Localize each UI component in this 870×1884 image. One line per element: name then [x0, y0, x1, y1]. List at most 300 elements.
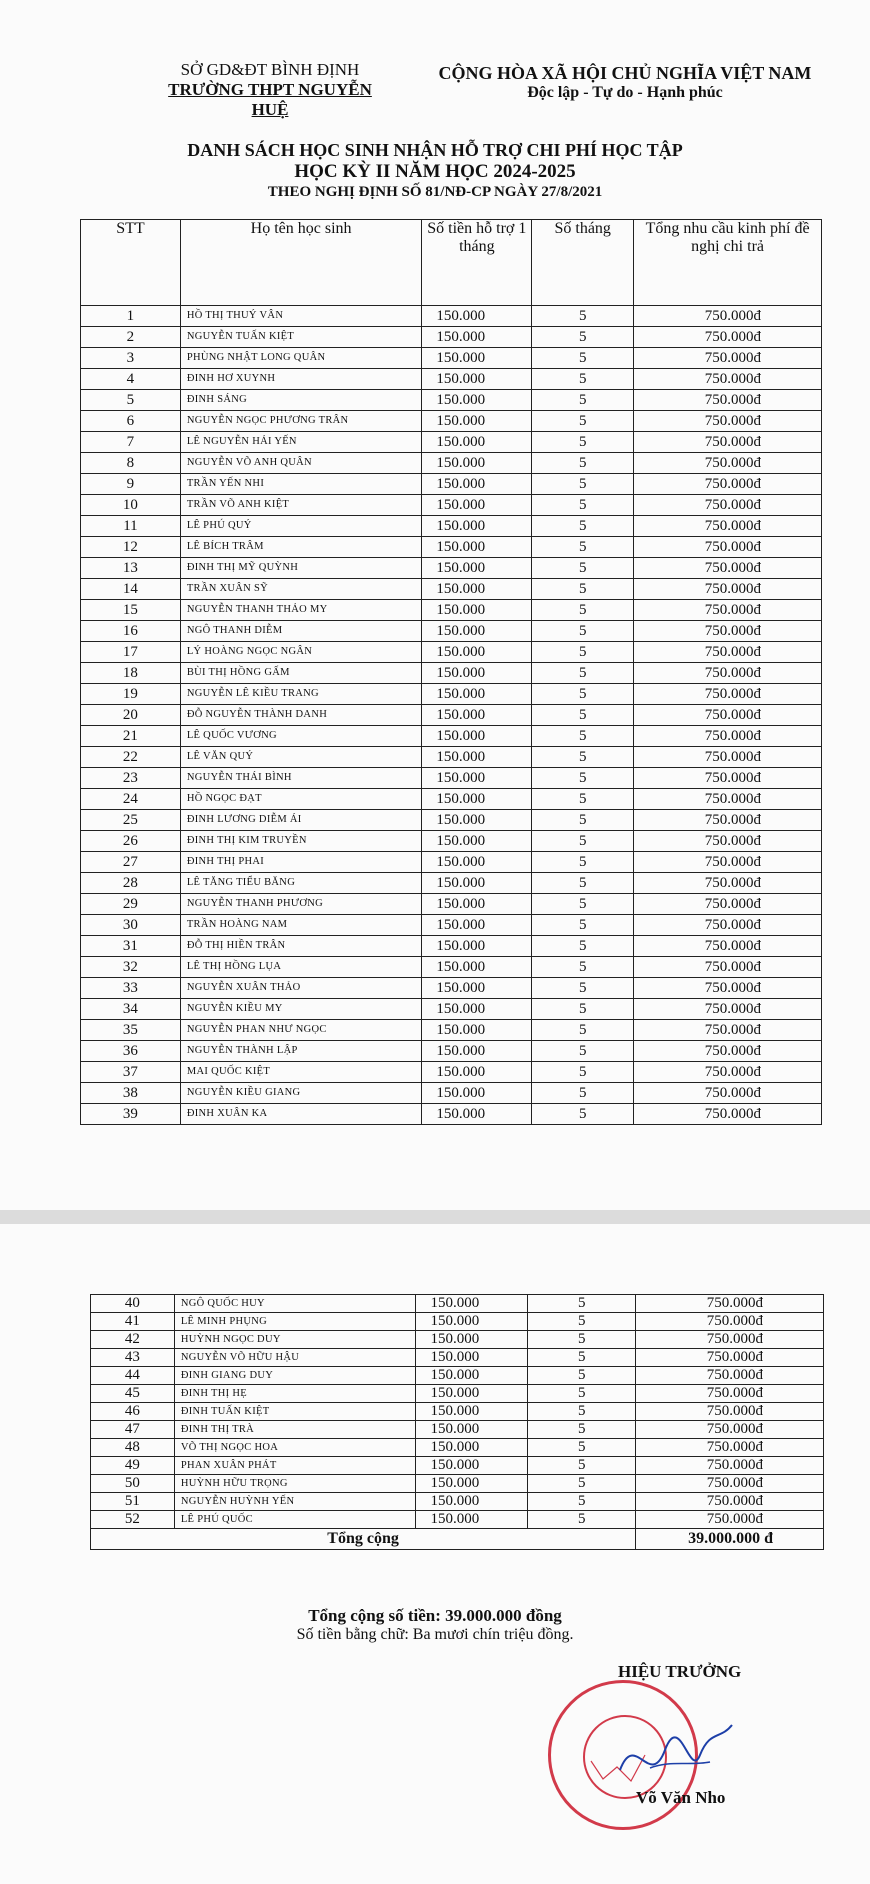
table-row [81, 579, 822, 600]
cell-student-name: NGUYỄN VÕ HỮU HẬU [174, 1349, 416, 1367]
cell-stt: 8 [81, 453, 181, 474]
cell-student-name: BÙI THỊ HỒNG GẤM [180, 663, 422, 684]
cell-months: 5 [532, 1020, 634, 1041]
table-row [81, 810, 822, 831]
cell-stt: 23 [81, 768, 181, 789]
cell-student-name: NGUYỄN KIỀU MY [180, 999, 422, 1020]
cell-months: 5 [532, 726, 634, 747]
cell-amount: 150.000 [422, 411, 532, 432]
table-row [81, 348, 822, 369]
cell-student-name: PHAN XUÂN PHÁT [174, 1457, 416, 1475]
cell-total: 750.000đ [634, 474, 822, 495]
cell-stt: 52 [91, 1511, 175, 1529]
cell-student-name: LÊ VĂN QUÝ [180, 747, 422, 768]
cell-amount: 150.000 [422, 1020, 532, 1041]
department-name: SỞ GD&ĐT BÌNH ĐỊNH [180, 60, 360, 79]
cell-amount: 150.000 [416, 1421, 528, 1439]
cell-total: 750.000đ [634, 1062, 822, 1083]
cell-stt: 1 [81, 306, 181, 327]
cell-months: 5 [532, 306, 634, 327]
cell-stt: 11 [81, 516, 181, 537]
table-row [81, 726, 822, 747]
cell-total: 750.000đ [636, 1385, 824, 1403]
table-row [81, 495, 822, 516]
cell-student-name: MAI QUỐC KIỆT [180, 1062, 422, 1083]
cell-stt: 35 [81, 1020, 181, 1041]
cell-stt: 43 [91, 1349, 175, 1367]
cell-months: 5 [532, 1083, 634, 1104]
cell-total: 750.000đ [634, 873, 822, 894]
cell-total: 750.000đ [636, 1475, 824, 1493]
table-row [81, 978, 822, 999]
cell-student-name: NGUYỄN THANH PHƯƠNG [180, 894, 422, 915]
cell-months: 5 [532, 1104, 634, 1125]
table-row [81, 600, 822, 621]
cell-stt: 44 [91, 1367, 175, 1385]
cell-total: 750.000đ [634, 621, 822, 642]
table-row [81, 747, 822, 768]
table-row [81, 999, 822, 1020]
cell-stt: 17 [81, 642, 181, 663]
cell-stt: 21 [81, 726, 181, 747]
table-row [81, 957, 822, 978]
cell-months: 5 [532, 642, 634, 663]
header-amount: Số tiền hỗ trợ 1 tháng [422, 220, 532, 306]
table-row [91, 1403, 824, 1421]
cell-stt: 20 [81, 705, 181, 726]
table-row [91, 1331, 824, 1349]
cell-total: 750.000đ [636, 1457, 824, 1475]
cell-stt: 38 [81, 1083, 181, 1104]
cell-stt: 33 [81, 978, 181, 999]
total-label: Tổng cộng [91, 1529, 636, 1550]
cell-student-name: NGUYỄN TUẤN KIỆT [180, 327, 422, 348]
cell-student-name: LÊ PHÚ QUỐC [174, 1511, 416, 1529]
cell-months: 5 [528, 1421, 636, 1439]
cell-months: 5 [528, 1475, 636, 1493]
cell-student-name: HỒ THỊ THUÝ VÂN [180, 306, 422, 327]
cell-student-name: LÊ NGUYỄN HẢI YẾN [180, 432, 422, 453]
cell-student-name: ĐINH TUẤN KIỆT [174, 1403, 416, 1421]
cell-stt: 46 [91, 1403, 175, 1421]
cell-student-name: NGUYỄN LÊ KIỀU TRANG [180, 684, 422, 705]
cell-student-name: LÊ MINH PHỤNG [174, 1313, 416, 1331]
cell-total: 750.000đ [636, 1349, 824, 1367]
table-row [81, 306, 822, 327]
cell-months: 5 [532, 768, 634, 789]
cell-total: 750.000đ [634, 747, 822, 768]
cell-months: 5 [532, 894, 634, 915]
cell-total: 750.000đ [634, 642, 822, 663]
cell-total: 750.000đ [634, 348, 822, 369]
cell-stt: 14 [81, 579, 181, 600]
table-row [81, 1041, 822, 1062]
table-row [81, 411, 822, 432]
cell-total: 750.000đ [636, 1331, 824, 1349]
cell-total: 750.000đ [634, 306, 822, 327]
cell-months: 5 [532, 831, 634, 852]
cell-total: 750.000đ [634, 915, 822, 936]
table-row [81, 1104, 822, 1125]
title-line-2: HỌC KỲ II NĂM HỌC 2024-2025 [294, 161, 576, 182]
cell-student-name: TRẦN HOÀNG NAM [180, 915, 422, 936]
cell-stt: 40 [91, 1295, 175, 1313]
cell-stt: 34 [81, 999, 181, 1020]
cell-total: 750.000đ [636, 1421, 824, 1439]
cell-amount: 150.000 [422, 936, 532, 957]
cell-months: 5 [528, 1295, 636, 1313]
cell-total: 750.000đ [636, 1511, 824, 1529]
cell-amount: 150.000 [416, 1367, 528, 1385]
cell-student-name: PHÙNG NHẬT LONG QUÂN [180, 348, 422, 369]
cell-months: 5 [532, 600, 634, 621]
cell-stt: 51 [91, 1493, 175, 1511]
student-table-part-1 [80, 219, 822, 1125]
cell-student-name: TRẦN VÕ ANH KIỆT [180, 495, 422, 516]
page-separator [0, 1210, 870, 1224]
table-row [81, 873, 822, 894]
table-row [81, 1083, 822, 1104]
table-row [81, 894, 822, 915]
cell-total: 750.000đ [634, 516, 822, 537]
cell-months: 5 [528, 1457, 636, 1475]
cell-total: 750.000đ [634, 369, 822, 390]
cell-stt: 19 [81, 684, 181, 705]
cell-months: 5 [532, 705, 634, 726]
cell-months: 5 [532, 537, 634, 558]
cell-amount: 150.000 [422, 642, 532, 663]
total-value: 39.000.000 đ [636, 1529, 824, 1550]
summary-in-words: Số tiền bằng chữ: Ba mươi chín triệu đồng. [296, 1626, 574, 1643]
table-row [81, 789, 822, 810]
cell-months: 5 [532, 789, 634, 810]
header-name: Họ tên học sinh [180, 220, 422, 306]
cell-months: 5 [532, 1062, 634, 1083]
cell-student-name: ĐINH LƯƠNG DIỄM ÁI [180, 810, 422, 831]
cell-student-name: ĐỖ THỊ HIỀN TRÂN [180, 936, 422, 957]
table-row [91, 1295, 824, 1313]
cell-student-name: LÊ BÍCH TRÂM [180, 537, 422, 558]
cell-stt: 28 [81, 873, 181, 894]
cell-total: 750.000đ [636, 1403, 824, 1421]
cell-stt: 2 [81, 327, 181, 348]
cell-total: 750.000đ [634, 453, 822, 474]
cell-stt: 5 [81, 390, 181, 411]
cell-total: 750.000đ [634, 684, 822, 705]
cell-stt: 16 [81, 621, 181, 642]
cell-stt: 31 [81, 936, 181, 957]
table-row [91, 1493, 824, 1511]
cell-amount: 150.000 [422, 705, 532, 726]
cell-months: 5 [532, 663, 634, 684]
cell-student-name: ĐINH GIANG DUY [174, 1367, 416, 1385]
table-row [91, 1457, 824, 1475]
cell-student-name: ĐINH THỊ KIM TRUYỀN [180, 831, 422, 852]
cell-amount: 150.000 [422, 621, 532, 642]
cell-total: 750.000đ [634, 600, 822, 621]
table-row [81, 327, 822, 348]
cell-months: 5 [532, 390, 634, 411]
cell-total: 750.000đ [634, 852, 822, 873]
table-row [91, 1349, 824, 1367]
cell-amount: 150.000 [422, 348, 532, 369]
cell-stt: 13 [81, 558, 181, 579]
table-row [91, 1439, 824, 1457]
cell-student-name: VÕ THỊ NGỌC HOA [174, 1439, 416, 1457]
cell-amount: 150.000 [422, 768, 532, 789]
cell-student-name: ĐỖ NGUYỄN THÀNH DANH [180, 705, 422, 726]
cell-months: 5 [532, 873, 634, 894]
cell-amount: 150.000 [416, 1475, 528, 1493]
cell-months: 5 [532, 957, 634, 978]
cell-total: 750.000đ [634, 831, 822, 852]
cell-amount: 150.000 [416, 1349, 528, 1367]
title-line-1: DANH SÁCH HỌC SINH NHẬN HỖ TRỢ CHI PHÍ HỌC TẬP [187, 140, 683, 160]
cell-student-name: NGÔ THANH DIỄM [180, 621, 422, 642]
cell-amount: 150.000 [422, 537, 532, 558]
cell-student-name: ĐINH XUÂN KA [180, 1104, 422, 1125]
cell-months: 5 [532, 327, 634, 348]
cell-stt: 4 [81, 369, 181, 390]
cell-student-name: NGUYỄN KIỀU GIANG [180, 1083, 422, 1104]
cell-total: 750.000đ [634, 978, 822, 999]
table-row [81, 1020, 822, 1041]
table-row [81, 705, 822, 726]
table-row [81, 474, 822, 495]
cell-months: 5 [532, 558, 634, 579]
cell-months: 5 [532, 915, 634, 936]
cell-months: 5 [532, 852, 634, 873]
table-row [81, 831, 822, 852]
cell-stt: 32 [81, 957, 181, 978]
cell-months: 5 [532, 432, 634, 453]
cell-amount: 150.000 [416, 1439, 528, 1457]
cell-months: 5 [532, 999, 634, 1020]
cell-student-name: LÊ QUỐC VƯƠNG [180, 726, 422, 747]
cell-amount: 150.000 [422, 789, 532, 810]
table-body-part-2 [91, 1295, 824, 1529]
cell-student-name: LÊ TĂNG TIỂU BĂNG [180, 873, 422, 894]
cell-months: 5 [532, 495, 634, 516]
cell-stt: 36 [81, 1041, 181, 1062]
cell-months: 5 [532, 810, 634, 831]
cell-amount: 150.000 [416, 1385, 528, 1403]
cell-amount: 150.000 [422, 432, 532, 453]
cell-amount: 150.000 [422, 1104, 532, 1125]
cell-total: 750.000đ [634, 579, 822, 600]
table-row [81, 1062, 822, 1083]
cell-amount: 150.000 [422, 1083, 532, 1104]
cell-amount: 150.000 [422, 1062, 532, 1083]
cell-months: 5 [528, 1511, 636, 1529]
cell-amount: 150.000 [422, 957, 532, 978]
cell-stt: 41 [91, 1313, 175, 1331]
table-row [81, 621, 822, 642]
table-row [81, 663, 822, 684]
motto: Độc lập - Tự do - Hạnh phúc [527, 84, 723, 101]
cell-total: 750.000đ [634, 1041, 822, 1062]
cell-student-name: NGUYỄN NGỌC PHƯƠNG TRÂN [180, 411, 422, 432]
cell-stt: 24 [81, 789, 181, 810]
cell-student-name: NGUYỄN XUÂN THẢO [180, 978, 422, 999]
cell-months: 5 [528, 1403, 636, 1421]
cell-total: 750.000đ [634, 663, 822, 684]
cell-months: 5 [532, 978, 634, 999]
cell-stt: 48 [91, 1439, 175, 1457]
table-row [91, 1313, 824, 1331]
cell-amount: 150.000 [422, 873, 532, 894]
summary [0, 1606, 870, 1644]
cell-student-name: HUỲNH HỮU TRỌNG [174, 1475, 416, 1493]
table-row [81, 369, 822, 390]
cell-amount: 150.000 [422, 369, 532, 390]
title-line-3: THEO NGHỊ ĐỊNH SỐ 81/NĐ-CP NGÀY 27/8/2021 [267, 184, 603, 200]
cell-stt: 7 [81, 432, 181, 453]
cell-student-name: NGUYỄN THÁI BÌNH [180, 768, 422, 789]
signer-name: Võ Văn Nho [636, 1788, 726, 1807]
cell-total: 750.000đ [634, 789, 822, 810]
cell-amount: 150.000 [422, 663, 532, 684]
cell-stt: 26 [81, 831, 181, 852]
cell-months: 5 [532, 747, 634, 768]
table-row [81, 768, 822, 789]
cell-total: 750.000đ [634, 558, 822, 579]
cell-student-name: TRẦN XUÂN SỸ [180, 579, 422, 600]
cell-student-name: ĐINH SÁNG [180, 390, 422, 411]
cell-months: 5 [532, 369, 634, 390]
header-total: Tổng nhu cầu kinh phí đề nghị chi trả [634, 220, 822, 306]
table-body-part-1 [81, 306, 822, 1125]
cell-stt: 25 [81, 810, 181, 831]
cell-amount: 150.000 [422, 1041, 532, 1062]
cell-amount: 150.000 [416, 1295, 528, 1313]
cell-months: 5 [532, 684, 634, 705]
cell-amount: 150.000 [422, 747, 532, 768]
header-months: Số tháng [532, 220, 634, 306]
cell-student-name: ĐINH THỊ TRÀ [174, 1421, 416, 1439]
cell-stt: 47 [91, 1421, 175, 1439]
cell-student-name: TRẦN YẾN NHI [180, 474, 422, 495]
cell-stt: 39 [81, 1104, 181, 1125]
cell-months: 5 [532, 453, 634, 474]
cell-months: 5 [532, 621, 634, 642]
cell-total: 750.000đ [634, 432, 822, 453]
cell-student-name: HỒ NGỌC ĐẠT [180, 789, 422, 810]
cell-total: 750.000đ [634, 936, 822, 957]
cell-total: 750.000đ [634, 1083, 822, 1104]
cell-months: 5 [528, 1385, 636, 1403]
table-row [81, 390, 822, 411]
cell-amount: 150.000 [422, 978, 532, 999]
table-row [81, 537, 822, 558]
cell-student-name: ĐINH THỊ HẸ [174, 1385, 416, 1403]
table-row [91, 1421, 824, 1439]
cell-amount: 150.000 [416, 1313, 528, 1331]
cell-amount: 150.000 [422, 306, 532, 327]
cell-months: 5 [528, 1493, 636, 1511]
cell-student-name: LÊ THỊ HỒNG LỤA [180, 957, 422, 978]
table-row [81, 558, 822, 579]
cell-amount: 150.000 [422, 684, 532, 705]
table-row [91, 1511, 824, 1529]
cell-months: 5 [532, 579, 634, 600]
cell-stt: 49 [91, 1457, 175, 1475]
cell-student-name: LÊ PHÚ QUÝ [180, 516, 422, 537]
cell-months: 5 [528, 1349, 636, 1367]
cell-months: 5 [532, 516, 634, 537]
cell-stt: 22 [81, 747, 181, 768]
cell-amount: 150.000 [422, 831, 532, 852]
cell-amount: 150.000 [422, 390, 532, 411]
cell-months: 5 [528, 1439, 636, 1457]
cell-amount: 150.000 [416, 1403, 528, 1421]
header-stt: STT [81, 220, 181, 306]
cell-months: 5 [532, 411, 634, 432]
cell-total: 750.000đ [634, 726, 822, 747]
table-row [81, 936, 822, 957]
cell-total: 750.000đ [636, 1439, 824, 1457]
cell-amount: 150.000 [422, 810, 532, 831]
cell-amount: 150.000 [422, 852, 532, 873]
cell-stt: 3 [81, 348, 181, 369]
cell-student-name: NGUYỄN HUỲNH YẾN [174, 1493, 416, 1511]
cell-amount: 150.000 [416, 1457, 528, 1475]
nation-name: CỘNG HÒA XÃ HỘI CHỦ NGHĨA VIỆT NAM [438, 63, 812, 83]
table-row [81, 684, 822, 705]
signer-title: HIỆU TRƯỞNG [618, 1662, 742, 1681]
issuer-header [150, 60, 390, 120]
cell-total: 750.000đ [634, 1104, 822, 1125]
table-row [91, 1367, 824, 1385]
cell-amount: 150.000 [422, 495, 532, 516]
cell-stt: 45 [91, 1385, 175, 1403]
cell-stt: 30 [81, 915, 181, 936]
cell-total: 750.000đ [634, 999, 822, 1020]
cell-total: 750.000đ [634, 537, 822, 558]
cell-total: 750.000đ [636, 1493, 824, 1511]
table-row [81, 453, 822, 474]
cell-months: 5 [528, 1331, 636, 1349]
cell-student-name: ĐINH THỊ MỸ QUỲNH [180, 558, 422, 579]
cell-student-name: NGUYỄN PHAN NHƯ NGỌC [180, 1020, 422, 1041]
cell-total: 750.000đ [634, 768, 822, 789]
cell-student-name: HUỲNH NGỌC DUY [174, 1331, 416, 1349]
cell-stt: 10 [81, 495, 181, 516]
cell-student-name: LÝ HOÀNG NGỌC NGÂN [180, 642, 422, 663]
cell-amount: 150.000 [422, 327, 532, 348]
cell-total: 750.000đ [634, 327, 822, 348]
cell-student-name: ĐINH HƠ XUYNH [180, 369, 422, 390]
cell-amount: 150.000 [422, 915, 532, 936]
summary-total: Tổng cộng số tiền: 39.000.000 đồng [308, 1606, 562, 1625]
cell-amount: 150.000 [422, 894, 532, 915]
cell-amount: 150.000 [422, 474, 532, 495]
cell-total: 750.000đ [634, 957, 822, 978]
cell-months: 5 [532, 936, 634, 957]
cell-amount: 150.000 [422, 453, 532, 474]
table-row [81, 432, 822, 453]
cell-months: 5 [528, 1367, 636, 1385]
cell-amount: 150.000 [422, 516, 532, 537]
cell-total: 750.000đ [634, 705, 822, 726]
cell-stt: 12 [81, 537, 181, 558]
student-table-part-2 [90, 1294, 824, 1550]
national-header [410, 63, 840, 102]
cell-total: 750.000đ [636, 1295, 824, 1313]
table-row [81, 852, 822, 873]
cell-total: 750.000đ [636, 1367, 824, 1385]
cell-student-name: NGUYỄN VÕ ANH QUÂN [180, 453, 422, 474]
